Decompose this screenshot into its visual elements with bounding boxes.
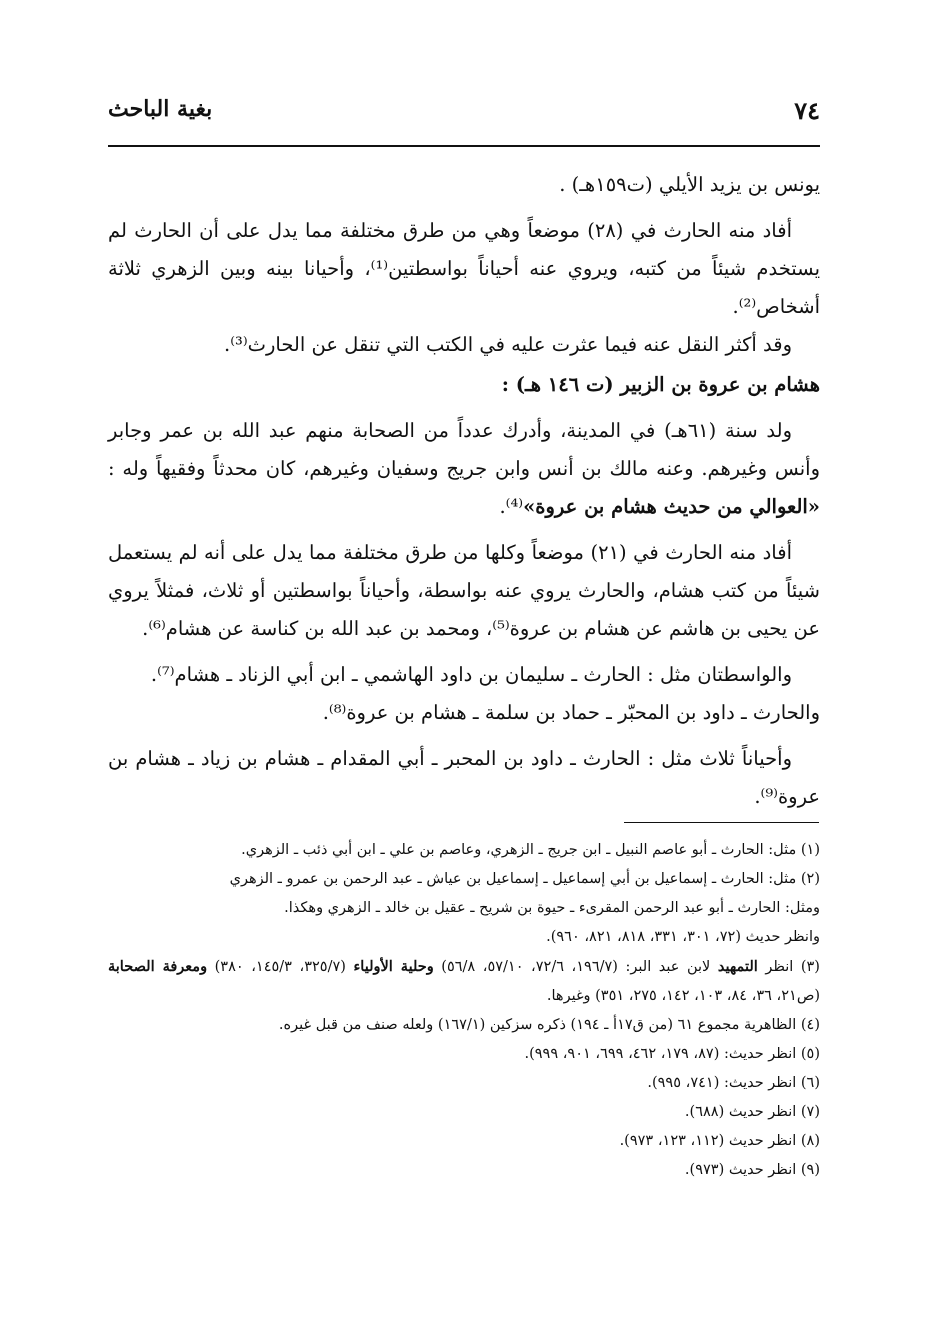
- page-header: [108, 96, 820, 132]
- book-title: بغية الباحث: [108, 96, 213, 122]
- footnote-9: (٩) انظر حديث (٩٧٣).: [684, 1162, 820, 1178]
- book-title-awali: «العوالي من حديث هشام بن عروة»: [523, 495, 820, 518]
- paragraph-hisham-bio-text: ولد سنة (٦١هـ) في المدينة، وأدرك عدداً من الصحابة منهم عبد الله بن عمر وجابر وأنس وغيرهم. وعنه مالك بن أنس وابن جريج وسفيان وغيرهم، كان محدثاً وفقيهاً وله :: [108, 419, 820, 480]
- footnote-3-text-e: (٣٢٥/٧، ١٤٥/٣، ٣٨٠): [207, 959, 354, 975]
- footnote-rule: [624, 822, 819, 823]
- paragraph-yunus-citations: وقد أكثر النقل عنه فيما عثرت عليه في الكتب التي تنقل عن الحارث⁽³⁾.: [224, 333, 792, 356]
- footnote-1: (١) مثل: الحارث ـ أبو عاصم النبيل ـ ابن جريج ـ الزهري، وعاصم بن علي ـ ابن أبي ذئب ـ الزهري.: [241, 842, 820, 858]
- paragraph-three-intermediaries: وأحياناً ثلاث مثل : الحارث ـ داود بن المحبر ـ أبي المقدام ـ هشام بن زياد ـ هشام بن عروة⁽⁹⁾.: [108, 747, 820, 808]
- footnote-3-text-g: (ص٢١، ٣٦، ٨٤، ١٠٣، ١٤٢، ٢٧٥، ٣٥١) وغيرها.: [546, 988, 820, 1004]
- footnotes: [108, 836, 820, 1185]
- paragraph-two-intermediaries-cont: والحارث ـ داود بن المحبّر ـ حماد بن سلمة ـ هشام بن عروة⁽⁸⁾.: [322, 701, 820, 724]
- footnote-5: (٥) انظر حديث: (٨٧، ١٧٩، ٤٦٢، ٦٩٩، ٩٠١، ٩٩٩).: [524, 1046, 820, 1062]
- paragraph-yunus-usage: أفاد منه الحارث في (٢٨) موضعاً وهي من طرق مختلفة مما يدل على أن الحارث لم يستخدم شيئاً من كتبه، ويروي عنه أحياناً بواسطتين⁽¹⁾، وأحيانا بينه وبين الزهري ثلاثة أشخاص⁽²⁾.: [108, 219, 821, 318]
- page-number: ٧٤: [794, 96, 820, 125]
- footnote-6: (٦) انظر حديث: (٧٤١، ٩٩٥).: [647, 1075, 820, 1091]
- footnote-3-source-tamhid: التمهيد: [717, 958, 758, 975]
- footnote-7: (٧) انظر حديث (٦٨٨).: [684, 1104, 820, 1120]
- footnote-2-line-2: ومثل: الحارث ـ أبو عبد الرحمن المقرىء ـ حيوة بن شريح ـ عقيل بن خالد ـ الزهري وهكذا.: [284, 900, 820, 916]
- paragraph-hisham-usage: أفاد منه الحارث في (٢١) موضعاً وكلها من طرق مختلفة مما يدل على أنه لم يستعمل شيئاً من كتب هشام، والحارث يروي عنه بواسطة، وأحياناً بواسطتين أو ثلاث، فمثلاً يروي عن يحيى بن هاشم عن هشام بن عروة⁽⁵⁾، ومحمد بن عبد الله بن كناسة عن هشام⁽⁶⁾.: [108, 541, 820, 640]
- footnote-8: (٨) انظر حديث (١١٢، ١٢٣، ٩٧٣).: [619, 1133, 820, 1149]
- paragraph-hisham-bio: [108, 412, 820, 526]
- footnote-3-text-a: (٣) انظر: [757, 959, 820, 975]
- header-rule: [108, 145, 820, 147]
- main-text: [108, 166, 820, 816]
- footnote-2: (٢) مثل: الحارث ـ إسماعيل بن أبي إسماعيل ـ إسماعيل بن عياش ـ عبد الرحمن بن عمرو ـ الزهري: [229, 871, 820, 887]
- footnote-2-line-3: وانظر حديث (٧٢، ٣٠١، ٣٣١، ٨١٨، ٨٢١، ٩٦٠).: [546, 929, 820, 945]
- paragraph-two-intermediaries: والواسطتان مثل : الحارث ـ سليمان بن داود الهاشمي ـ ابن أبي الزناد ـ هشام⁽⁷⁾.: [150, 663, 792, 686]
- footnote-3-source-marifa: ومعرفة الصحابة: [108, 958, 208, 975]
- footnote-3: [108, 952, 820, 1011]
- section-heading-hisham: هشام بن عروة بن الزبير (ت ١٤٦ هـ) :: [501, 373, 820, 396]
- footnote-ref-4: ⁽⁴⁾.: [499, 495, 524, 518]
- footnote-3-source-hilya: وحلية الأولياء: [353, 958, 434, 975]
- footnote-4: (٤) الظاهرية مجموع ٦١ (من ق١٧أ ـ ١٩٤) ذكره سزكين (١٦٧/١) ولعله صنف من قبل غيره.: [278, 1017, 820, 1033]
- footnote-3-text-c: لابن عبد البر: (١٩٦/٧، ٧٢/٦، ٥٧/١٠، ٥٦/٨): [433, 959, 718, 975]
- paragraph-yunus-name: يونس بن يزيد الأيلي (ت١٥٩هـ) .: [559, 173, 820, 196]
